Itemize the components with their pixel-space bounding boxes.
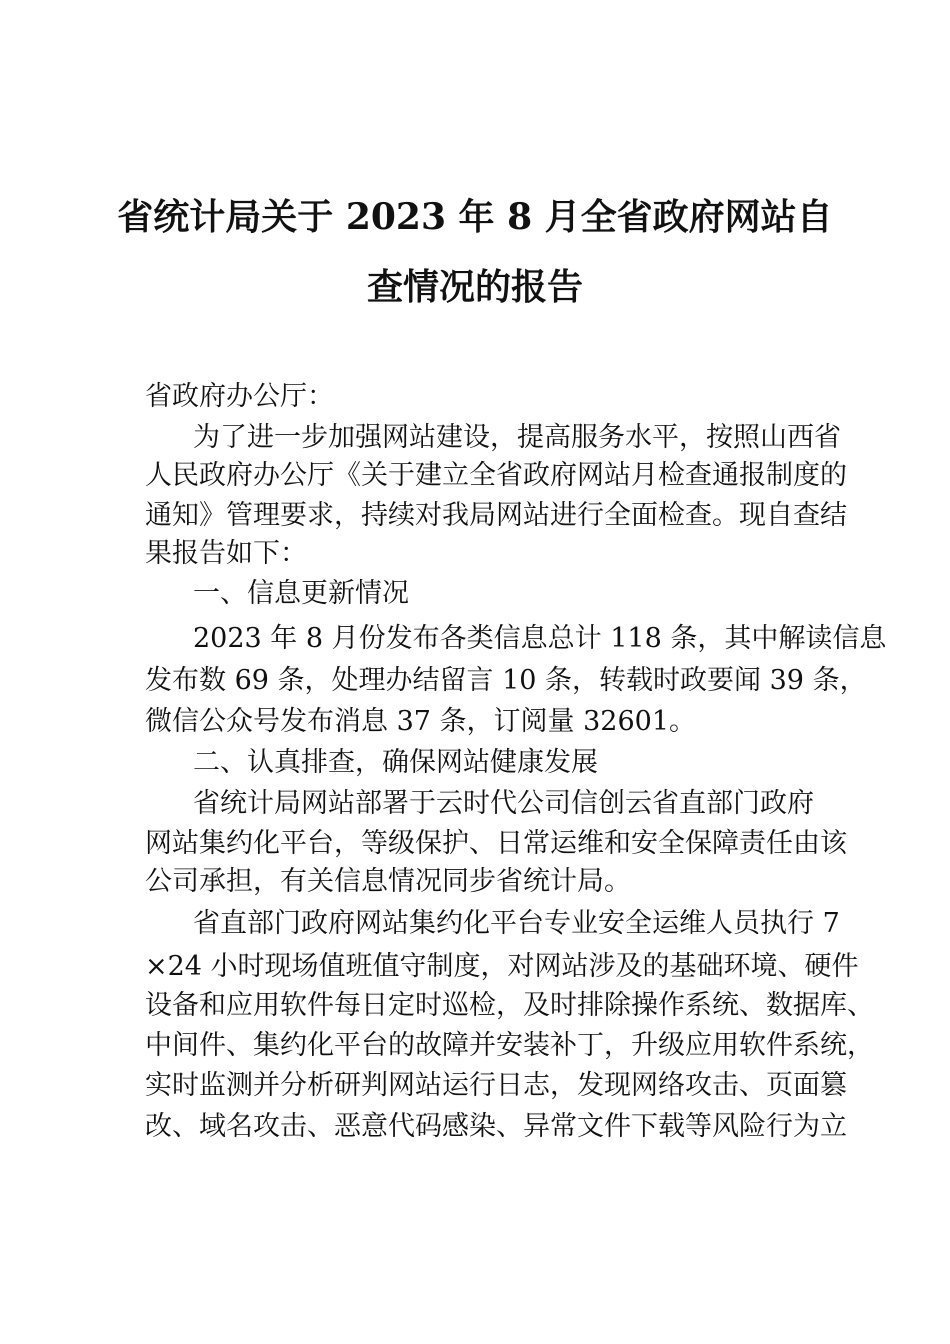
paragraph-line: 人民政府办公厅《关于建立全省政府网站月检查通报制度的 [145, 460, 847, 491]
paragraph-line: 设备和应用软件每日定时巡检，及时排除操作系统、数据库、 [145, 990, 874, 1021]
document-title-line-1: 省统计局关于 2023 年 8 月全省政府网站自 [117, 196, 833, 238]
paragraph-line: 省直部门政府网站集约化平台专业安全运维人员执行 7 [193, 908, 840, 939]
paragraph-line: 通知》管理要求，持续对我局网站进行全面检查。现自查结 [145, 500, 847, 531]
paragraph-line: 果报告如下： [145, 538, 307, 569]
paragraph-line: 省统计局网站部署于云时代公司信创云省直部门政府 [193, 788, 814, 819]
salutation: 省政府办公厅： [145, 381, 334, 412]
paragraph-line: 公司承担，有关信息情况同步省统计局。 [145, 866, 631, 897]
paragraph-line: 微信公众号发布消息 37 条，订阅量 32601。 [145, 706, 696, 737]
paragraph-line: 为了进一步加强网站建设，提高服务水平，按照山西省 [193, 422, 841, 453]
paragraph-line: ×24 小时现场值班值守制度，对网站涉及的基础环境、硬件 [145, 951, 859, 982]
section-heading-1: 一、信息更新情况 [193, 578, 409, 609]
paragraph-line: 中间件、集约化平台的故障并安装补丁，升级应用软件系统， [145, 1030, 874, 1061]
paragraph-line: 实时监测并分析研判网站运行日志，发现网络攻击、页面篡 [145, 1070, 847, 1101]
paragraph-line: 网站集约化平台，等级保护、日常运维和安全保障责任由该 [145, 828, 847, 859]
paragraph-line: 改、域名攻击、恶意代码感染、异常文件下载等风险行为立 [145, 1111, 847, 1142]
paragraph-line: 2023 年 8 月份发布各类信息总计 118 条，其中解读信息 [193, 623, 887, 654]
section-heading-2: 二、认真排查，确保网站健康发展 [193, 747, 598, 778]
document-title-line-2: 查情况的报告 [366, 266, 583, 308]
paragraph-line: 发布数 69 条，处理办结留言 10 条，转载时政要闻 39 条， [145, 665, 867, 696]
